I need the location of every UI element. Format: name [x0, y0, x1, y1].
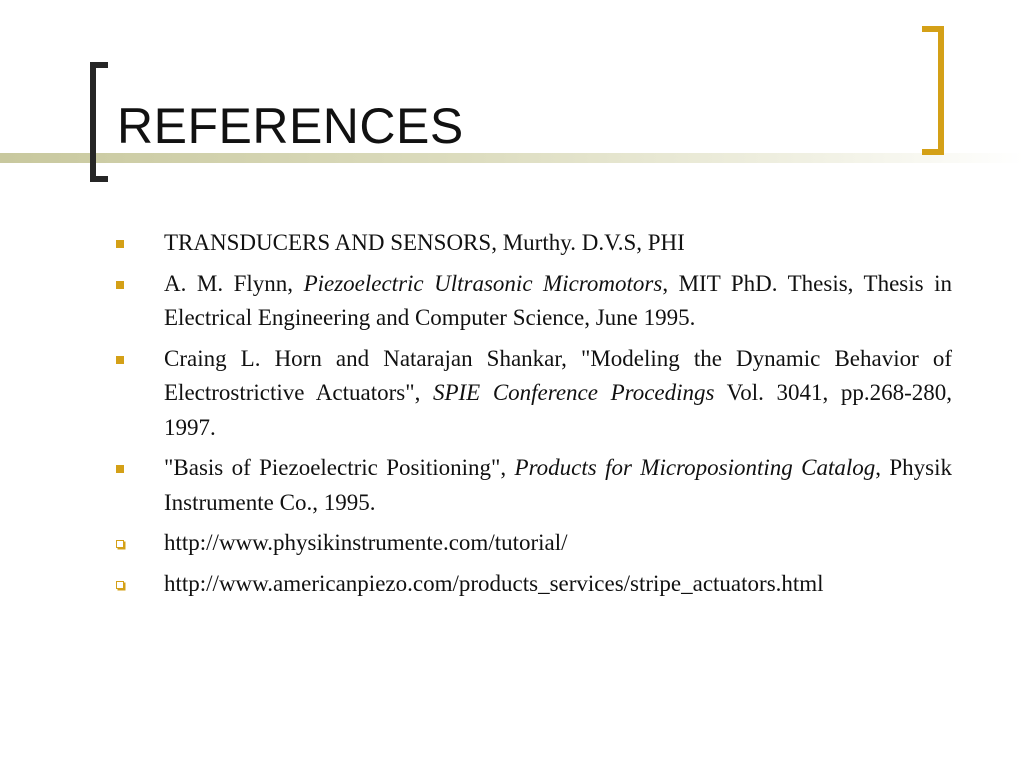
reference-title-italic: SPIE Conference Procedings [432, 380, 715, 405]
reference-item [112, 342, 952, 446]
reference-item [112, 267, 952, 336]
square-bullet-icon [116, 240, 124, 248]
hollow-square-bullet-icon [116, 540, 124, 548]
reference-title-italic: Piezoelectric Ultrasonic Micromotors [303, 270, 663, 296]
reference-item [112, 526, 952, 561]
reference-text: TRANSDUCERS AND SENSORS [164, 230, 492, 255]
reference-item [112, 567, 952, 602]
hollow-square-bullet-icon [116, 581, 124, 589]
square-bullet-icon [116, 356, 124, 364]
reference-item [112, 226, 952, 261]
reference-text: A. M. Flynn, [164, 270, 304, 296]
slide-title: REFERENCES [117, 98, 464, 154]
left-bracket-decoration [90, 62, 108, 182]
reference-text: , Murthy. D.V.S, PHI [491, 230, 685, 255]
reference-list [112, 226, 952, 607]
reference-url-link[interactable]: http://www.americanpiezo.com/products_services/stripe_actuators.html [164, 570, 824, 596]
reference-text: "Basis of Piezoelectric Positioning", [164, 455, 515, 480]
reference-title-italic: Products for Microposionting Catalog [514, 455, 876, 480]
reference-text: , Physik Instrumente Co., 1995. [164, 455, 952, 515]
reference-text: Craing L. Horn and Natarajan Shankar, "Modeling the Dynamic Behavior of Electrostrictive Actuators", [164, 345, 952, 405]
square-bullet-icon [116, 281, 124, 289]
reference-item [112, 451, 952, 520]
reference-text: Vol. 3041, pp.268-280, 1997. [164, 380, 953, 440]
reference-text: , MIT PhD. Thesis, Thesis in Electrical Engineering and Computer Science, June 1995. [164, 270, 952, 330]
square-bullet-icon [116, 465, 124, 473]
right-bracket-decoration [922, 26, 944, 155]
reference-url-link[interactable]: http://www.physikinstrumente.com/tutorial/ [164, 530, 568, 555]
